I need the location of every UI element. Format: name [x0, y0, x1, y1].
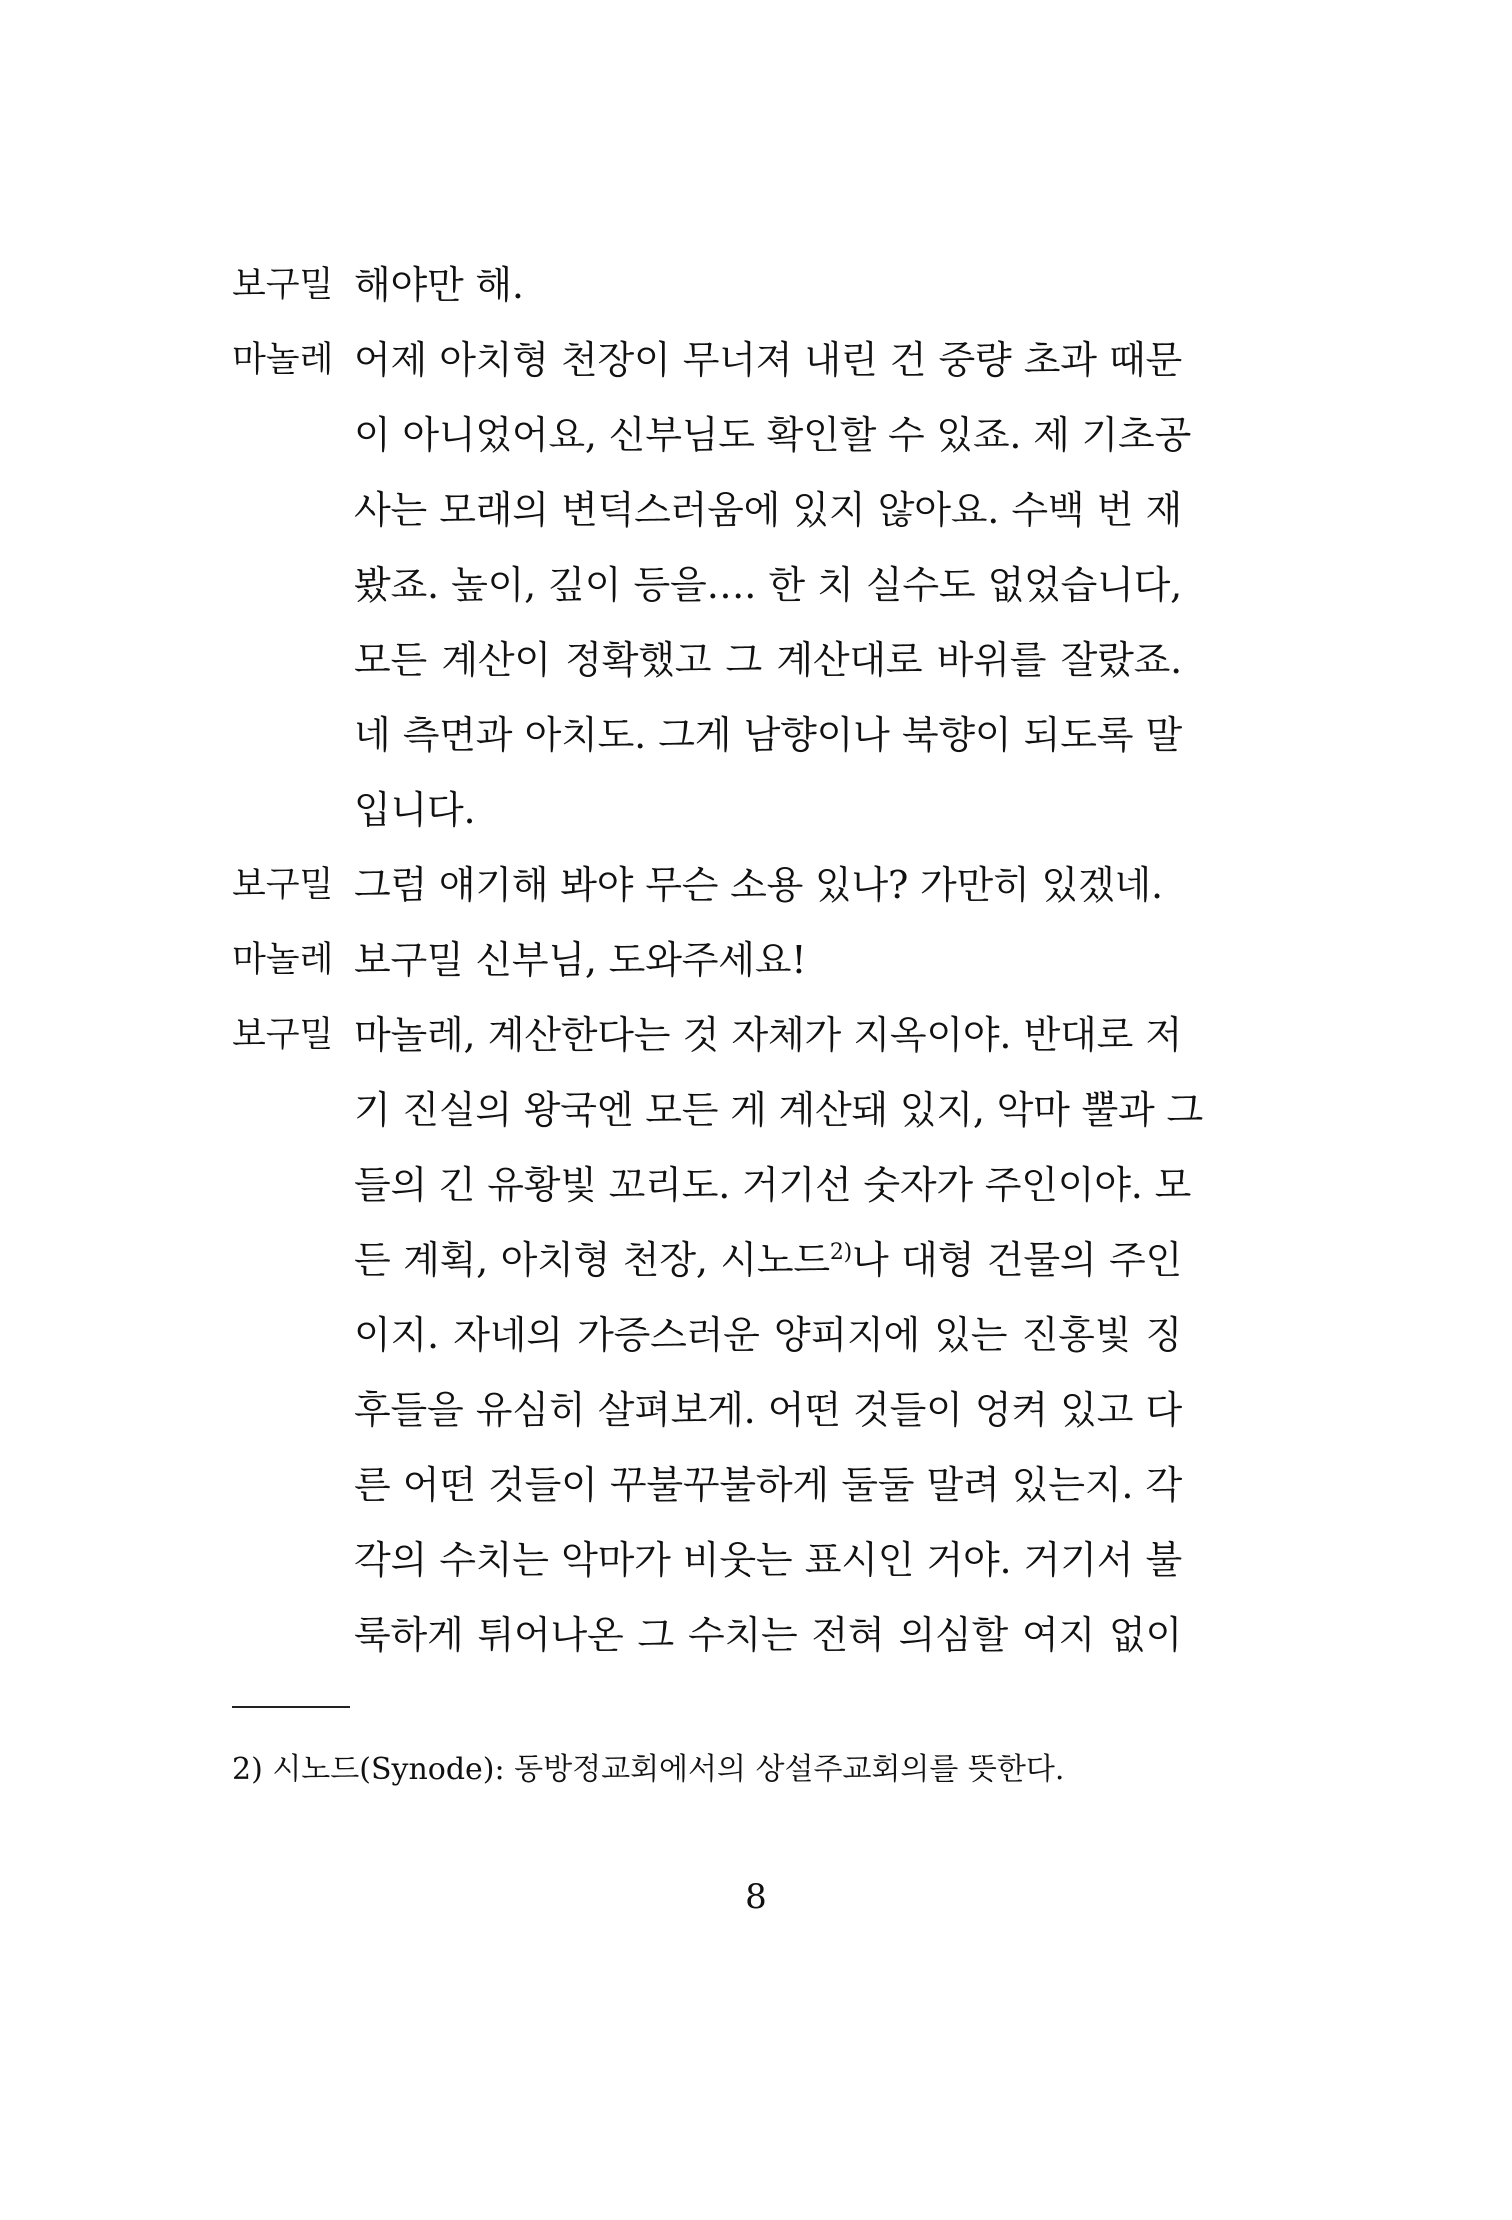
dialogue-line: 이지. 자네의 가증스러운 양피지에 있는 진홍빛 징	[354, 1313, 1182, 1357]
dialogue-line: 마놀레, 계산한다는 것 자체가 지옥이야. 반대로 저	[354, 1013, 1182, 1057]
dialogue-line: 네 측면과 아치도. 그게 남향이나 북향이 되도록 말	[354, 713, 1182, 757]
dialogue-line: 입니다.	[354, 788, 476, 832]
dialogue-line: 보구밀 신부님, 도와주세요!	[354, 938, 807, 982]
dialogue-line-with-footnote	[354, 1223, 1182, 1298]
dialogue-line: 사는 모래의 변덕스러움에 있지 않아요. 수백 번 재	[354, 488, 1182, 532]
dialogue-line: 그럼 얘기해 봐야 무슨 소용 있나? 가만히 있겠네.	[354, 863, 1163, 907]
dialogue-script	[232, 248, 1232, 1673]
dialogue-line: 각의 수치는 악마가 비웃는 표시인 거야. 거기서 불	[354, 1538, 1182, 1582]
dialogue-line: 해야만 해.	[354, 263, 524, 307]
speaker-name: 마놀레	[232, 940, 334, 980]
dialogue-lines	[354, 923, 1232, 998]
dialogue-lines	[354, 323, 1232, 848]
footnote: 2) 시노드(Synode): 동방정교회에서의 상설주교회의를 뜻한다.	[232, 1752, 1065, 1787]
dialogue-line: 기 진실의 왕국엔 모든 게 계산돼 있지, 악마 뿔과 그	[354, 1088, 1203, 1132]
footnote-reference: 2)	[829, 1240, 853, 1265]
dialogue-entry	[232, 323, 1232, 848]
dialogue-entry	[232, 923, 1232, 998]
dialogue-line: 봤죠. 높이, 깊이 등을…. 한 치 실수도 없었습니다,	[354, 563, 1182, 607]
dialogue-line: 룩하게 튀어나온 그 수치는 전혀 의심할 여지 없이	[354, 1613, 1182, 1657]
dialogue-line: 어제 아치형 천장이 무너져 내린 건 중량 초과 때문	[354, 338, 1182, 382]
dialogue-lines	[354, 998, 1232, 1673]
footnote-divider	[232, 1706, 350, 1708]
dialogue-entry	[232, 248, 1232, 323]
dialogue-line: 들의 긴 유황빛 꼬리도. 거기선 숫자가 주인이야. 모	[354, 1163, 1192, 1207]
speaker-name: 보구밀	[232, 865, 334, 905]
speaker-name: 보구밀	[232, 1015, 334, 1055]
dialogue-entry	[232, 998, 1232, 1673]
speaker-name: 보구밀	[232, 265, 334, 305]
line-text-tail: 나 대형 건물의 주인	[852, 1238, 1182, 1282]
line-text: 든 계획, 아치형 천장, 시노드	[354, 1238, 830, 1282]
dialogue-lines	[354, 248, 1232, 323]
dialogue-line: 른 어떤 것들이 꾸불꾸불하게 둘둘 말려 있는지. 각	[354, 1463, 1182, 1507]
dialogue-line: 후들을 유심히 살펴보게. 어떤 것들이 엉켜 있고 다	[354, 1388, 1182, 1432]
speaker-name: 마놀레	[232, 340, 334, 380]
dialogue-lines	[354, 848, 1232, 923]
dialogue-line: 이 아니었어요, 신부님도 확인할 수 있죠. 제 기초공	[354, 413, 1192, 457]
dialogue-entry	[232, 848, 1232, 923]
page-number: 8	[745, 1877, 767, 1917]
dialogue-line: 모든 계산이 정확했고 그 계산대로 바위를 잘랐죠.	[354, 638, 1182, 682]
